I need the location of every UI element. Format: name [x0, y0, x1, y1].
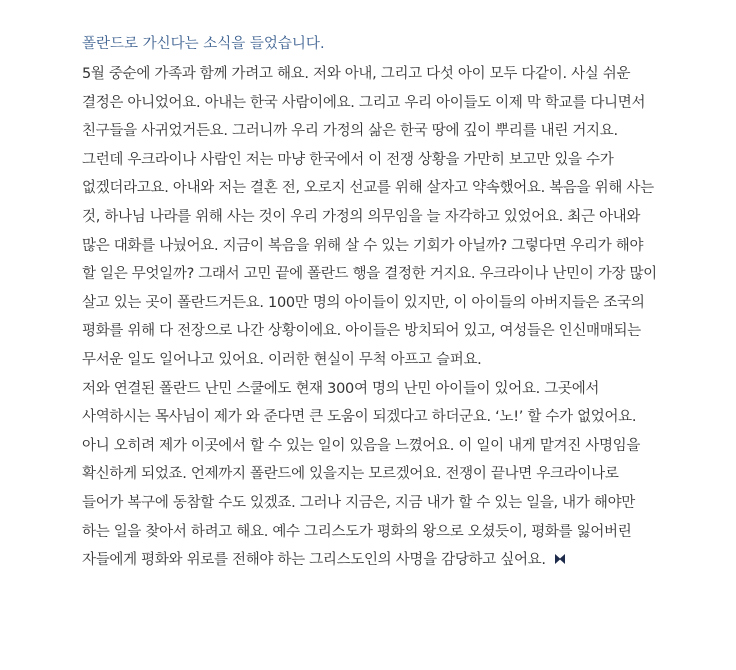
body-line: 저와 연결된 폴란드 난민 스쿨에도 현재 300여 명의 난민 아이들이 있어요. 그곳에서 — [82, 380, 600, 397]
body-line: 무서운 일도 일어나고 있어요. 이러한 현실이 무척 아프고 슬퍼요. — [82, 351, 482, 368]
body-line: 많은 대화를 나눴어요. 지금이 복음을 위해 살 수 있는 기회가 아닐까? 그렇다면 우리가 해야 — [82, 237, 644, 254]
body-line: 할 일은 무엇일까? 그래서 고민 끝에 폴란드 행을 결정한 거지요. 우크라이나 난민이 가장 많이 — [82, 266, 657, 283]
body-line: 확신하게 되었죠. 언제까지 폴란드에 있을지는 모르겠어요. 전쟁이 끝나면 우크라이나로 — [82, 466, 619, 483]
body-line: 평화를 위해 다 전장으로 나간 상황이에요. 아이들은 방치되어 있고, 여성들은 인신매매되는 — [82, 323, 641, 340]
body-line: 하는 일을 찾아서 하려고 해요. 예수 그리스도가 평화의 왕으로 오셨듯이, 평화를 잃어버린 — [82, 523, 632, 540]
body-line-last: 자들에게 평화와 위로를 전해야 하는 그리스도인의 사명을 감당하고 싶어요. — [82, 546, 702, 575]
article-page — [82, 30, 702, 575]
body-line: 결정은 아니었어요. 아내는 한국 사람이에요. 그리고 우리 아이들도 이제 막 학교를 다니면서 — [82, 94, 646, 111]
body-line: 들어가 복구에 동참할 수도 있겠죠. 그러나 지금은, 지금 내가 할 수 있는 일을, 내가 해야만 — [82, 494, 635, 511]
body-line: 살고 있는 곳이 폴란드거든요. 100만 명의 아이들이 있지만, 이 아이들의 아버지들은 조국의 — [82, 294, 645, 311]
body-line: 것, 하나님 나라를 위해 사는 것이 우리 가정의 의무임을 늘 자각하고 있었어요. 최근 아내와 — [82, 208, 641, 225]
body-line: 사역하시는 목사님이 제가 와 준다면 큰 도움이 되겠다고 하더군요. ‘노!’ 할 수가 없었어요. — [82, 409, 637, 426]
article-subtitle: 폴란드로 가신다는 소식을 들었습니다. — [82, 36, 325, 52]
body-line: 없겠더라고요. 아내와 저는 결혼 전, 오로지 선교를 위해 살자고 약속했어요. 복음을 위해 사는 — [82, 180, 654, 197]
body-line: 친구들을 사귀었거든요. 그러니까 우리 가정의 삶은 한국 땅에 깊이 뿌리를 내린 거지요. — [82, 123, 618, 140]
article-end-mark-icon — [554, 547, 566, 559]
body-line: 5월 중순에 가족과 함께 가려고 해요. 저와 아내, 그리고 다섯 아이 모두 다같이. 사실 쉬운 — [82, 66, 631, 82]
article-body — [82, 60, 702, 575]
body-line: 아니 오히려 제가 이곳에서 할 수 있는 일이 있음을 느꼈어요. 이 일이 내게 맡겨진 사명임을 — [82, 437, 641, 454]
body-line: 그런데 우크라이나 사람인 저는 마냥 한국에서 이 전쟁 상황을 가만히 보고만 있을 수가 — [82, 151, 614, 168]
